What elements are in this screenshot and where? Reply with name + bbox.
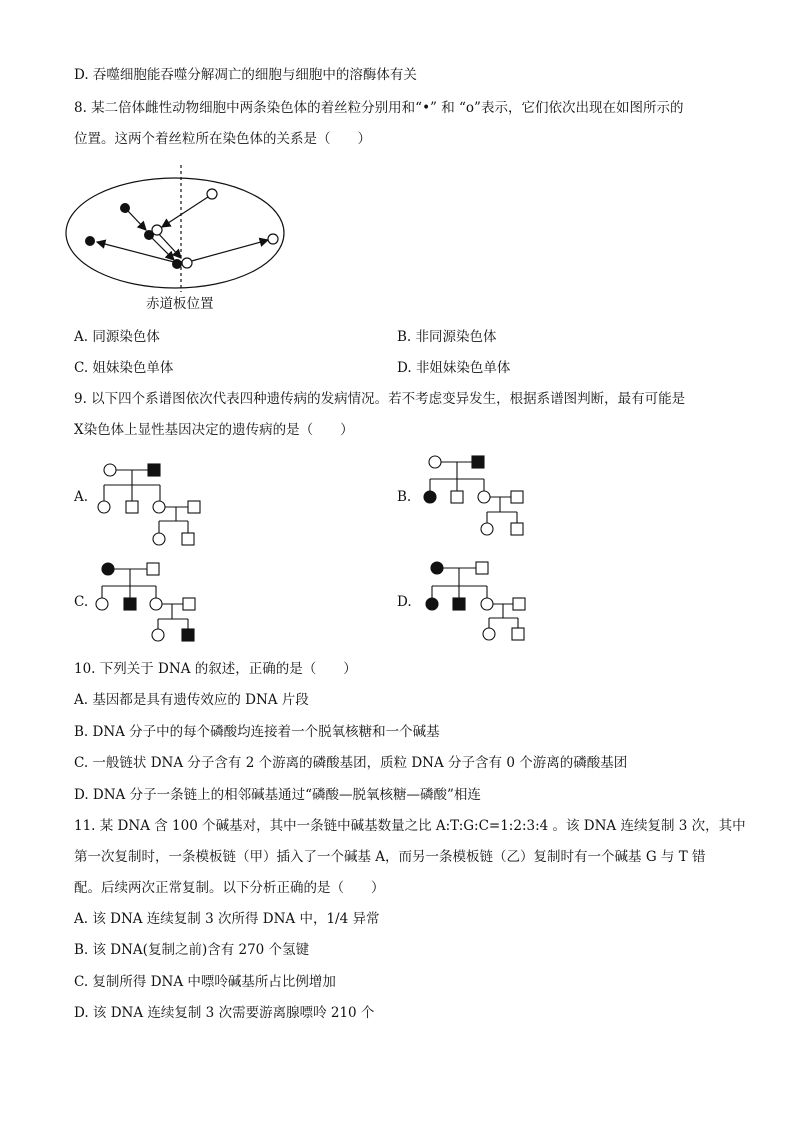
q10-option-a: A. 基因都是具有遗传效应的 DNA 片段 (74, 692, 309, 708)
q11-stem-line1: 11. 某 DNA 含 100 个碱基对，其中一条链中碱基数量之比 A:T:G:C=1:2:3:4 。该 DNA 连续复制 3 次，其中 (74, 818, 746, 834)
q11-option-d: D. 该 DNA 连续复制 3 次需要游离腺嘌呤 210 个 (74, 1005, 375, 1021)
q10-stem: 10. 下列关于 DNA 的叙述，正确的是（ ） (74, 661, 357, 677)
q8-option-c: C. 姐妹染色单体 (74, 360, 174, 376)
q8-stem-line1: 8. 某二倍体雌性动物细胞中两条染色体的着丝粒分别用和“•” 和 “o”表示，它们依次出现在如图所示的 (74, 100, 684, 116)
pedigree-d (426, 562, 525, 640)
pedigree-c-label: C. (74, 594, 89, 610)
q9-stem-line1: 9. 以下四个系谱图依次代表四种遗传病的发病情况。若不考虑变异发生，根据系谱图判断，最有可能是 (74, 391, 686, 407)
q10-option-c: C. 一般链状 DNA 分子含有 2 个游离的磷酸基团，质粒 DNA 分子含有 0 个游离的磷酸基团 (74, 755, 628, 771)
q11-stem-line2: 第一次复制时，一条模板链（甲）插入了一个碱基 A，而另一条模板链（乙）复制时有一个碱基 G 与 T 错 (74, 849, 706, 865)
q10-option-b: B. DNA 分子中的每个磷酸均连接着一个脱氧核糖和一个碱基 (74, 724, 440, 740)
q8-option-d: D. 非姐妹染色单体 (397, 360, 511, 376)
q10-option-d: D. DNA 分子一条链上的相邻碱基通过“磷酸—脱氧核糖—磷酸”相连 (74, 787, 481, 803)
q7-option-d: D. 吞噬细胞能吞噬分解凋亡的细胞与细胞中的溶酶体有关 (74, 67, 417, 83)
q11-option-b: B. 该 DNA(复制之前)含有 270 个氢键 (74, 942, 310, 958)
q11-option-a: A. 该 DNA 连续复制 3 次所得 DNA 中，1/4 异常 (74, 911, 380, 927)
q11-stem-line3: 配。后续两次正常复制。以下分析正确的是（ ） (74, 880, 385, 896)
q11-option-c: C. 复制所得 DNA 中嘌呤碱基所占比例增加 (74, 974, 336, 990)
q8-figure-caption: 赤道板位置 (146, 296, 214, 312)
pedigree-b (424, 456, 523, 535)
q8-option-a: A. 同源染色体 (74, 329, 160, 345)
q8-option-b: B. 非同源染色体 (397, 329, 497, 345)
q9-stem-line2: X染色体上显性基因决定的遗传病的是（ ） (74, 422, 354, 438)
pedigree-d-label: D. (397, 594, 412, 610)
pedigree-a (98, 464, 200, 545)
q8-stem-line2: 位置。这两个着丝粒所在染色体的关系是（ ） (74, 131, 371, 147)
pedigree-a-label: A. (74, 489, 89, 505)
pedigree-c (96, 563, 195, 641)
pedigree-b-label: B. (397, 489, 412, 505)
